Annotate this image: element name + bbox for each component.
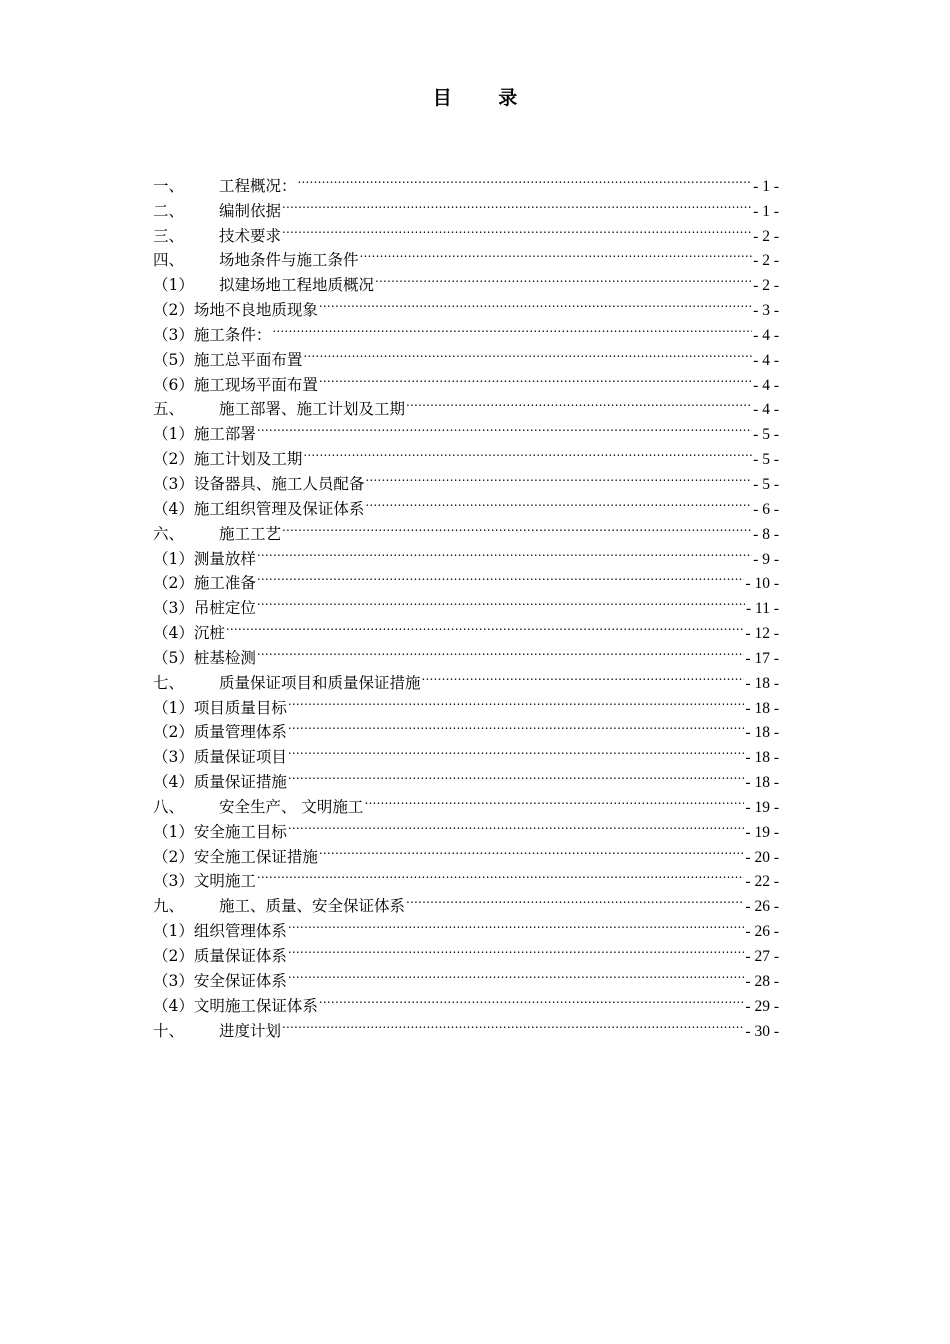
toc-dot-leader <box>365 464 752 489</box>
toc-dot-leader <box>257 539 752 564</box>
toc-entry-title: 施工、质量、安全保证体系 <box>219 897 406 916</box>
toc-entry-title: 技术要求 <box>219 226 282 245</box>
toc-entry-page-number: - 28 - <box>745 972 779 990</box>
toc-entry-page-number: - 30 - <box>745 1022 779 1040</box>
toc-entry-title: 施工部署、施工计划及工期 <box>219 400 406 419</box>
toc-entry-title: 安全保证体系 <box>193 971 287 990</box>
toc-entry-page-number: - 26 - <box>745 923 779 941</box>
toc-entry-number: 十、 <box>153 1021 185 1040</box>
toc-entry-page-number: - 27 - <box>745 948 779 965</box>
toc-entry-number: （1） <box>153 549 194 568</box>
toc-dot-leader <box>288 762 745 787</box>
toc-entry-title: 施工工艺 <box>219 524 282 543</box>
toc-entry-number: （1） <box>153 276 194 295</box>
toc-entry-title: 施工计划及工期 <box>193 450 303 469</box>
toc-entry-number: （2） <box>153 450 194 469</box>
toc-entry-title: 施工总平面布置 <box>193 350 303 369</box>
toc-dot-leader <box>282 191 752 216</box>
toc-entry-title: 安全施工保证措施 <box>193 847 318 866</box>
toc-entry-title: 质量保证体系 <box>193 947 287 965</box>
toc-dot-leader <box>288 961 745 986</box>
toc-entry-number: （6） <box>153 375 194 394</box>
toc-entry-page-number: - 8 - <box>753 525 779 543</box>
toc-dot-leader <box>272 315 752 340</box>
toc-entry-page-number: - 26 - <box>745 898 779 916</box>
toc-dot-leader <box>257 414 752 439</box>
toc-entry[interactable] <box>153 613 779 643</box>
toc-dot-leader <box>257 638 745 663</box>
toc-entry-page-number: - 4 - <box>753 351 779 369</box>
toc-entry-title: 安全施工目标 <box>193 822 287 841</box>
toc-entry-title: 沉桩 <box>193 624 225 643</box>
toc-dot-leader <box>288 737 745 762</box>
toc-dot-leader <box>360 241 753 266</box>
toc-entry-page-number: - 19 - <box>745 823 779 841</box>
toc-dot-leader <box>319 986 745 1011</box>
table-of-contents <box>153 166 779 1040</box>
toc-entry-page-number: - 18 - <box>745 674 779 692</box>
toc-entry-page-number: - 12 - <box>745 625 779 643</box>
toc-entry-title: 设备器具、施工人员配备 <box>193 474 365 493</box>
toc-entry-title: 桩基检测 <box>193 648 256 667</box>
toc-entry-page-number: - 29 - <box>745 997 779 1015</box>
toc-entry-number: （2） <box>153 947 194 965</box>
toc-dot-leader <box>288 911 745 936</box>
toc-entry-number: 一、 <box>153 176 185 195</box>
toc-entry-number: 五、 <box>153 400 185 419</box>
toc-dot-leader <box>257 564 745 589</box>
toc-dot-leader <box>422 663 745 688</box>
toc-dot-leader <box>288 713 745 738</box>
toc-entry-title: 质量管理体系 <box>193 723 287 742</box>
toc-entry-title: 文明施工 <box>193 872 256 891</box>
toc-entry-title: 文明施工保证体系 <box>193 996 318 1015</box>
toc-entry-number: （4） <box>153 996 194 1015</box>
toc-entry-number: （2） <box>153 574 194 593</box>
toc-entry-page-number: - 11 - <box>746 600 779 618</box>
toc-entry-number: （1） <box>153 698 194 717</box>
toc-dot-leader <box>282 514 752 539</box>
toc-entry-number: （2） <box>153 301 194 320</box>
toc-entry-page-number: - 4 - <box>753 326 779 344</box>
toc-entry-number: 八、 <box>153 797 185 816</box>
toc-entry-page-number: - 2 - <box>753 227 779 245</box>
toc-dot-leader <box>303 439 752 464</box>
toc-entry-title: 施工条件： <box>193 325 272 344</box>
toc-entry-page-number: - 4 - <box>753 401 779 419</box>
toc-entry-page-number: - 2 - <box>753 277 779 295</box>
toc-entry-page-number: - 10 - <box>745 575 779 593</box>
toc-dot-leader <box>298 166 753 191</box>
toc-entry-page-number: - 6 - <box>753 500 779 518</box>
toc-entry-number: （5） <box>153 350 194 369</box>
toc-entry-page-number: - 5 - <box>753 451 779 469</box>
toc-dot-leader <box>319 837 745 862</box>
toc-entry-title: 项目质量目标 <box>193 698 287 717</box>
toc-dot-leader <box>288 688 745 713</box>
toc-title: 目 录 <box>432 87 538 109</box>
toc-entry-page-number: - 5 - <box>753 475 779 493</box>
toc-entry-title: 施工现场平面布置 <box>193 375 318 394</box>
toc-entry-number: （4） <box>153 499 194 518</box>
toc-entry-page-number: - 18 - <box>745 749 779 767</box>
toc-dot-leader <box>303 340 752 365</box>
toc-dot-leader <box>257 862 745 887</box>
toc-entry-page-number: - 3 - <box>753 302 779 320</box>
toc-entry-title: 施工部署 <box>193 425 256 444</box>
toc-dot-leader <box>282 1011 744 1036</box>
toc-dot-leader <box>375 265 752 290</box>
toc-dot-leader <box>257 588 745 613</box>
toc-dot-leader <box>364 787 744 812</box>
toc-entry-page-number: - 18 - <box>745 774 779 792</box>
toc-entry-number: （5） <box>153 648 194 667</box>
toc-dot-leader <box>288 936 745 961</box>
toc-entry-number: 七、 <box>153 673 185 692</box>
toc-entry-number: （2） <box>153 847 194 866</box>
toc-entry-number: 二、 <box>153 201 185 220</box>
toc-entry-title: 测量放样 <box>193 549 256 568</box>
toc-entry-page-number: - 18 - <box>745 724 779 742</box>
toc-entry-page-number: - 22 - <box>745 873 779 891</box>
toc-entry-page-number: - 2 - <box>753 252 779 270</box>
toc-entry-title: 场地不良地质现象 <box>193 301 318 320</box>
toc-entry-number: 三、 <box>153 226 185 245</box>
toc-entry-number: （1） <box>153 922 194 941</box>
toc-entry-number: （4） <box>153 624 194 643</box>
toc-entry-title: 拟建场地工程地质概况 <box>219 276 375 295</box>
toc-entry-number: （3） <box>153 971 194 990</box>
toc-entry-number: （4） <box>153 773 194 792</box>
toc-entry-number: （3） <box>153 325 194 344</box>
toc-entry[interactable] <box>153 166 779 195</box>
toc-entry-title: 进度计划 <box>219 1021 282 1040</box>
toc-entry-title: 质量保证项目和质量保证措施 <box>219 673 421 692</box>
toc-dot-leader <box>319 290 752 315</box>
toc-entry-page-number: - 1 - <box>753 177 779 195</box>
toc-entry-number: 九、 <box>153 897 185 916</box>
toc-entry[interactable] <box>153 638 779 667</box>
toc-entry-number: （3） <box>153 872 194 891</box>
toc-entry-number: （1） <box>153 425 194 444</box>
toc-dot-leader <box>406 390 752 415</box>
toc-entry-page-number: - 19 - <box>745 798 779 816</box>
toc-entry-number: （1） <box>153 822 194 841</box>
toc-entry-page-number: - 1 - <box>753 202 779 220</box>
toc-entry-number: 六、 <box>153 524 185 543</box>
toc-entry-title: 场地条件与施工条件 <box>219 251 359 270</box>
toc-entry-number: 四、 <box>153 251 185 270</box>
toc-entry-page-number: - 9 - <box>753 550 779 568</box>
toc-entry-page-number: - 20 - <box>745 848 779 866</box>
toc-entry-title: 施工组织管理及保证体系 <box>193 499 365 518</box>
toc-entry-title: 施工准备 <box>193 574 256 593</box>
toc-dot-leader <box>282 216 752 241</box>
toc-dot-leader <box>319 365 752 390</box>
toc-dot-leader <box>365 489 752 514</box>
toc-entry-title: 组织管理体系 <box>193 922 287 941</box>
toc-entry-title: 工程概况： <box>219 176 297 195</box>
toc-entry-number: （3） <box>153 474 194 493</box>
toc-entry-page-number: - 18 - <box>745 699 779 717</box>
toc-dot-leader <box>406 886 744 911</box>
toc-dot-leader <box>288 812 745 837</box>
toc-entry-number: （3） <box>153 599 194 618</box>
toc-entry-title: 安全生产、 文明施工 <box>219 797 364 816</box>
toc-entry-page-number: - 17 - <box>745 649 779 667</box>
toc-entry-number: （2） <box>153 723 194 742</box>
toc-entry-title: 质量保证措施 <box>193 773 287 792</box>
toc-entry-title: 质量保证项目 <box>193 748 287 767</box>
toc-entry-title: 吊桩定位 <box>193 599 256 618</box>
toc-entry-title: 编制依据 <box>219 201 282 220</box>
toc-entry-number: （3） <box>153 748 194 767</box>
toc-dot-leader <box>226 613 745 638</box>
toc-entry-page-number: - 4 - <box>753 376 779 394</box>
toc-entry-page-number: - 5 - <box>753 426 779 444</box>
